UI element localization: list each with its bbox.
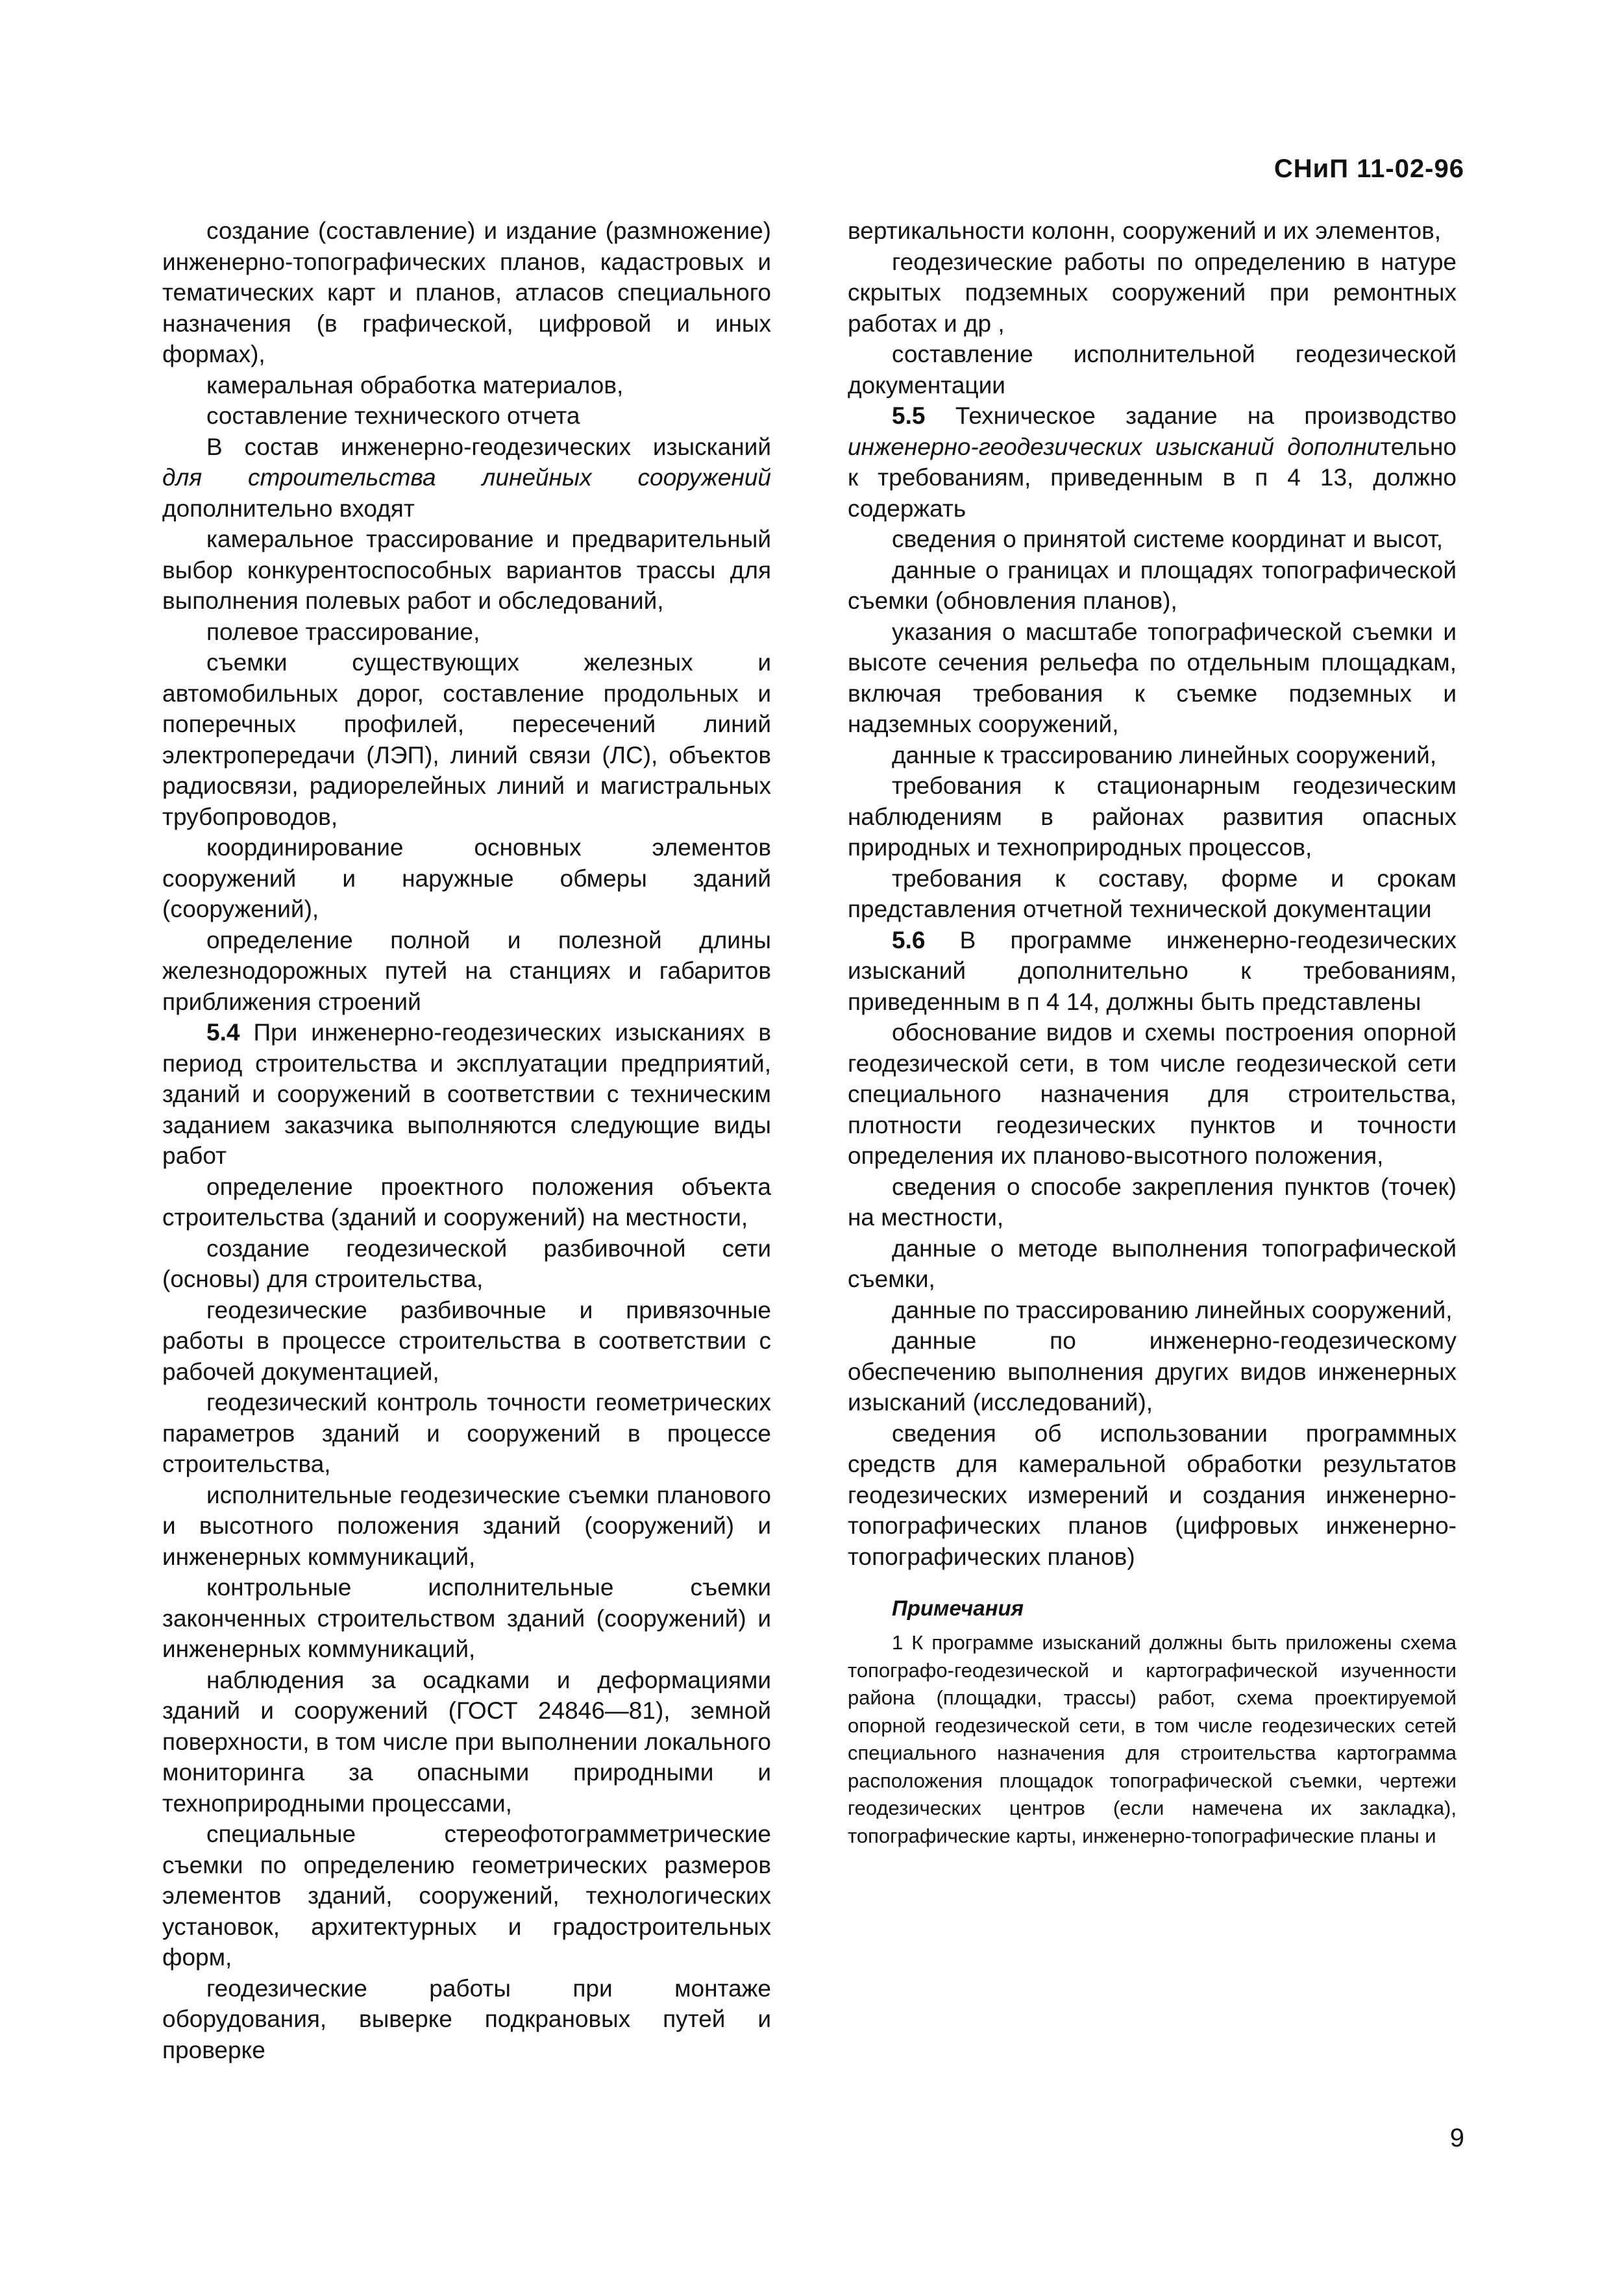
paragraph: камеральная обработка материалов, <box>206 371 624 399</box>
paragraph: создание (составление) и издание (размножение) инженерно-топографических планов, кадастровых и тематических карт и планов, атласов специального назначения (в графической, цифровой и иных формах), <box>162 217 771 367</box>
paragraph: наблюдения за осадками и деформациями зданий и сооружений (ГОСТ 24846—81), земной поверхности, в том числе при выполнении локального мониторинга за опасными природными и техноприродными процессами, <box>162 1666 771 1817</box>
paragraph: сведения о принятой системе координат и высот, <box>892 526 1443 552</box>
section-number: 5.6 <box>892 926 926 953</box>
notes-heading: Примечания <box>892 1596 1024 1620</box>
section-number: 5.5 <box>892 402 926 429</box>
section-number: 5.4 <box>206 1019 240 1046</box>
paragraph: вертикальности колонн, сооружений и их элементов, <box>848 217 1442 244</box>
section-text: В программе инженерно-геодезических изысканий дополнительно к требованиям, приведенным в п 4 14, должны быть представлены <box>848 926 1457 1015</box>
paragraph: данные о границах и площадях топографической съемки (обновления планов), <box>848 556 1457 614</box>
paragraph: исполнительные геодезические съемки планового и высотного положения зданий (сооружений) и инженерных коммуникаций, <box>162 1481 771 1570</box>
paragraph: специальные стереофотограмметрические съемки по определению геометрических размеров элементов зданий, сооружений, технологических установок, архитектурных и градостроительных форм, <box>162 1821 771 1971</box>
section-5-4 <box>162 1017 771 1172</box>
paragraph: контрольные исполнительные съемки законченных строительством зданий (сооружений) и инженерных коммуникаций, <box>162 1574 771 1662</box>
italic-phrase: для строительства линейных сооружений <box>162 464 771 491</box>
paragraph: составление исполнительной геодезической документации <box>848 341 1457 399</box>
paragraph: полевое трассирование, <box>206 618 480 645</box>
paragraph: геодезические работы по определению в натуре скрытых подземных сооружений при ремонтных работах и др , <box>848 248 1457 337</box>
paragraph: требования к стационарным геодезическим наблюдениям в районах развития опасных природных и техноприродных процессов, <box>848 772 1457 861</box>
paragraph: координирование основных элементов сооружений и наружные обмеры зданий (сооружений), <box>162 834 771 922</box>
paragraph: сведения о способе закрепления пунктов (точек) на местности, <box>848 1173 1457 1231</box>
paragraph <box>162 432 771 524</box>
paragraph: определение полной и полезной длины железнодорожных путей на станциях и габаритов приближения строений <box>162 926 771 1015</box>
paragraph: указания о масштабе топографической съемки и высоте сечения рельефа по отдельным площадкам, включая требования к съемке подземных и надземных сооружений, <box>848 618 1457 737</box>
paragraph: данные по трассированию линейных сооружений, <box>892 1296 1453 1323</box>
paragraph-text: В состав инженерно-геодезических изысканий <box>206 433 771 460</box>
paragraph: геодезические разбивочные и привязочные работы в процессе строительства в соответствии с рабочей документацией, <box>162 1296 771 1385</box>
section-5-6 <box>848 925 1457 1018</box>
left-column <box>162 215 771 2065</box>
paragraph: данные к трассированию линейных сооружений, <box>892 741 1437 768</box>
page-number: 9 <box>1449 2124 1464 2152</box>
paragraph: данные о методе выполнения топографической съемки, <box>848 1235 1457 1292</box>
section-5-5 <box>848 400 1457 524</box>
paragraph: обоснование видов и схемы построения опорной геодезической сети, в том числе геодезической сети специального назначения для строительства, плотности геодезических пунктов и точности определения их планово-высотного положения, <box>848 1019 1457 1169</box>
italic-phrase: инженерно-геодезических изысканий дополни <box>848 433 1381 460</box>
paragraph: определение проектного положения объекта строительства (зданий и сооружений) на местности, <box>162 1173 771 1231</box>
section-text: При инженерно-геодезических изысканиях в период строительства и эксплуатации предприятий, зданий и сооружений в соответствии с техническим заданием заказчика выполняются следующие виды работ <box>162 1019 771 1169</box>
section-text: тельно к требованиям, приведенным в п 4 13, должно содержать <box>848 433 1457 522</box>
section-text: Техническое задание на производство <box>925 402 1457 429</box>
paragraph: сведения об использовании программных средств для камеральной обработки результатов геодезических измерений и создания инженерно-топографических планов (цифровых инженерно-топографических планов) <box>848 1420 1457 1570</box>
right-column <box>848 215 1457 1850</box>
paragraph: данные по инженерно-геодезическому обеспечению выполнения других видов инженерных изысканий (исследований), <box>848 1327 1457 1416</box>
paragraph: создание геодезической разбивочной сети (основы) для строительства, <box>162 1235 771 1292</box>
paragraph: составление технического отчета <box>206 402 580 429</box>
paragraph: съемки существующих железных и автомобильных дорог, составление продольных и поперечных профилей, пересечений линий электропередачи (ЛЭП), линий связи (ЛС), объектов радиосвязи, радиорелейных линий и магистральных трубопроводов, <box>162 649 771 830</box>
paragraph: камеральное трассирование и предварительный выбор конкурентоспособных вариантов трассы для выполнения полевых работ и обследований, <box>162 526 771 614</box>
paragraph-text: дополнительно входят <box>162 495 415 522</box>
document-code: СНиП 11-02-96 <box>1273 154 1464 183</box>
paragraph: геодезические работы при монтаже оборудования, выверке подкрановых путей и проверке <box>162 1974 771 2063</box>
paragraph: требования к составу, форме и срокам представления отчетной технической документации <box>848 865 1457 922</box>
paragraph: геодезический контроль точности геометрических параметров зданий и сооружений в процессе строительства, <box>162 1389 771 1477</box>
note-item: 1 К программе изысканий должны быть приложены схема топографо-геодезической и картографической изученности района (площадки, трассы) работ, схема проектируемой опорной геодезической сети, в том числе геодезических сетей специального назначения для строительства картограмма расположения площадок топографической съемки, чертежи геодезических центров (если намечена их закладка), топографические карты, инженерно-топографические планы и <box>848 1631 1457 1847</box>
